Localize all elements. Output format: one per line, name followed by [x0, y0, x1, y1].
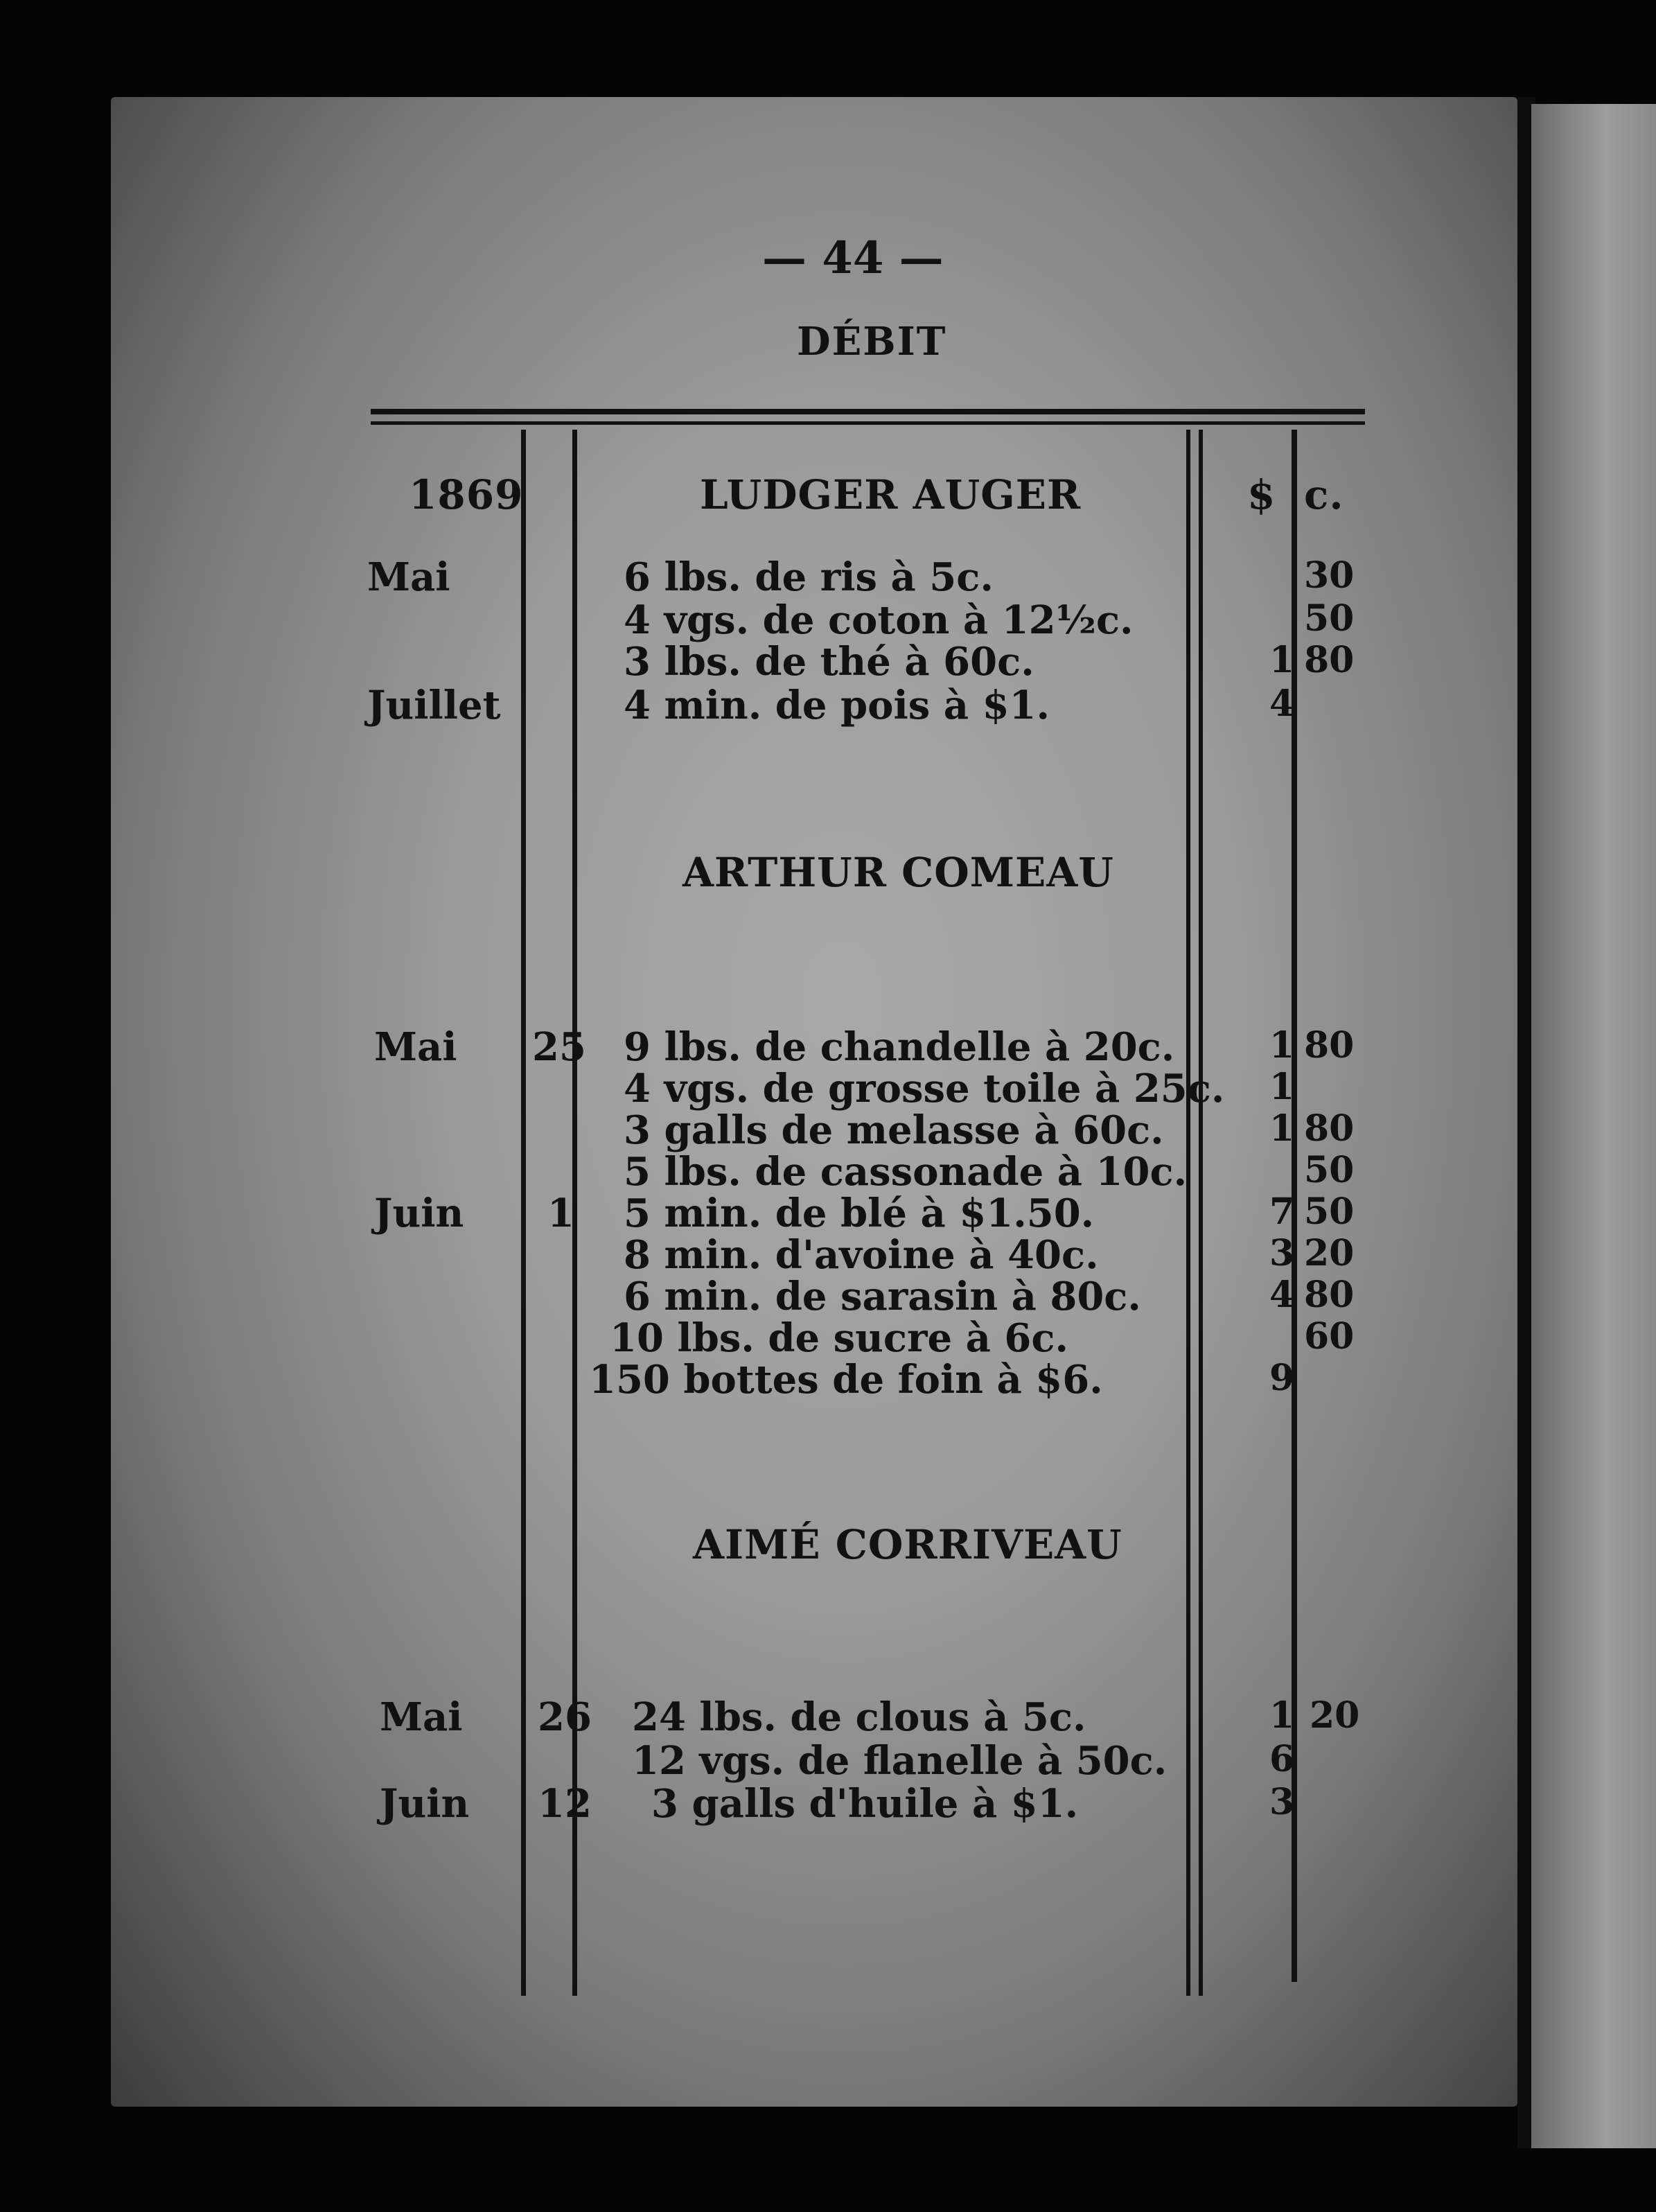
- entry-day: 1: [547, 1191, 574, 1236]
- entry-dollars: 1: [1269, 1107, 1295, 1150]
- entry-dollars: 3: [1269, 1232, 1295, 1274]
- entry-dollars: 1: [1269, 639, 1295, 681]
- entry-description: 4 min. de pois à $1.: [624, 683, 1050, 728]
- entry-cents: 50: [1304, 597, 1355, 640]
- dollar-column-header: $: [1247, 471, 1276, 518]
- page-number: — 44 —: [762, 232, 944, 284]
- entry-day: 12: [538, 1781, 592, 1827]
- entry-cents: 50: [1304, 1149, 1355, 1191]
- entry-description: 4 vgs. de grosse toile à 25c.: [624, 1066, 1225, 1112]
- entry-month: Juillet: [367, 683, 501, 728]
- entry-description: 9 lbs. de chandelle à 20c.: [624, 1024, 1175, 1070]
- account-name-3: AIMÉ CORRIVEAU: [693, 1521, 1122, 1568]
- account-name-2: ARTHUR COMEAU: [682, 849, 1114, 896]
- entry-dollars: 7: [1269, 1191, 1295, 1233]
- entry-dollars: 4: [1269, 683, 1295, 725]
- entry-dollars: 6: [1269, 1738, 1295, 1780]
- column-rule-date: [521, 430, 526, 1996]
- top-rule-upper: [371, 409, 1365, 414]
- entry-cents: 80: [1304, 1024, 1355, 1066]
- entry-description: 8 min. d'avoine à 40c.: [624, 1232, 1099, 1278]
- entry-description: 3 galls d'huile à $1.: [651, 1781, 1079, 1827]
- entry-cents: 50: [1304, 1191, 1355, 1233]
- entry-description: 10 lbs. de sucre à 6c.: [610, 1315, 1068, 1361]
- adjacent-page-edge: [1531, 104, 1656, 2148]
- entry-description: 3 lbs. de thé à 60c.: [624, 639, 1034, 685]
- cents-column-header: c.: [1304, 471, 1344, 518]
- entry-description: 4 vgs. de coton à 12½c.: [624, 597, 1134, 643]
- entry-dollars: 1: [1269, 1066, 1295, 1108]
- entry-month: Juin: [374, 1191, 464, 1236]
- top-rule-lower: [371, 421, 1365, 425]
- entry-cents: 80: [1304, 639, 1355, 681]
- entry-cents: 20: [1304, 1232, 1355, 1274]
- entry-description: 6 lbs. de ris à 5c.: [624, 554, 994, 600]
- entry-month: Mai: [374, 1024, 457, 1070]
- entry-month: Juin: [380, 1781, 470, 1827]
- year-label: 1869: [409, 471, 524, 518]
- entry-cents: 80: [1304, 1107, 1355, 1150]
- entry-day: 25: [532, 1024, 586, 1070]
- account-name-1: LUDGER AUGER: [700, 471, 1082, 518]
- entry-dollars: 3: [1269, 1781, 1295, 1823]
- page-heading: DÉBIT: [797, 319, 947, 365]
- entry-description: 5 min. de blé à $1.50.: [624, 1191, 1095, 1236]
- entry-cents: 60: [1304, 1315, 1355, 1358]
- entry-description: 3 galls de melasse à 60c.: [624, 1107, 1164, 1153]
- entry-month: Mai: [380, 1694, 463, 1740]
- entry-cents: 20: [1310, 1694, 1360, 1737]
- entry-description: 5 lbs. de cassonade à 10c.: [624, 1149, 1188, 1195]
- column-rule-desc-2: [1199, 430, 1203, 1996]
- entry-description: 12 vgs. de flanelle à 50c.: [632, 1738, 1168, 1784]
- entry-day: 26: [538, 1694, 592, 1740]
- entry-description: 24 lbs. de clous à 5c.: [632, 1694, 1086, 1740]
- entry-cents: 30: [1304, 554, 1355, 597]
- entry-description: 150 bottes de foin à $6.: [589, 1357, 1103, 1403]
- entry-cents: 80: [1304, 1274, 1355, 1316]
- entry-dollars: 1: [1269, 1694, 1295, 1737]
- entry-dollars: 9: [1269, 1357, 1295, 1399]
- entry-dollars: 4: [1269, 1274, 1295, 1316]
- entry-month: Mai: [367, 554, 450, 600]
- entry-dollars: 1: [1269, 1024, 1295, 1066]
- column-rule-desc-1: [1186, 430, 1190, 1996]
- entry-description: 6 min. de sarasin à 80c.: [624, 1274, 1141, 1319]
